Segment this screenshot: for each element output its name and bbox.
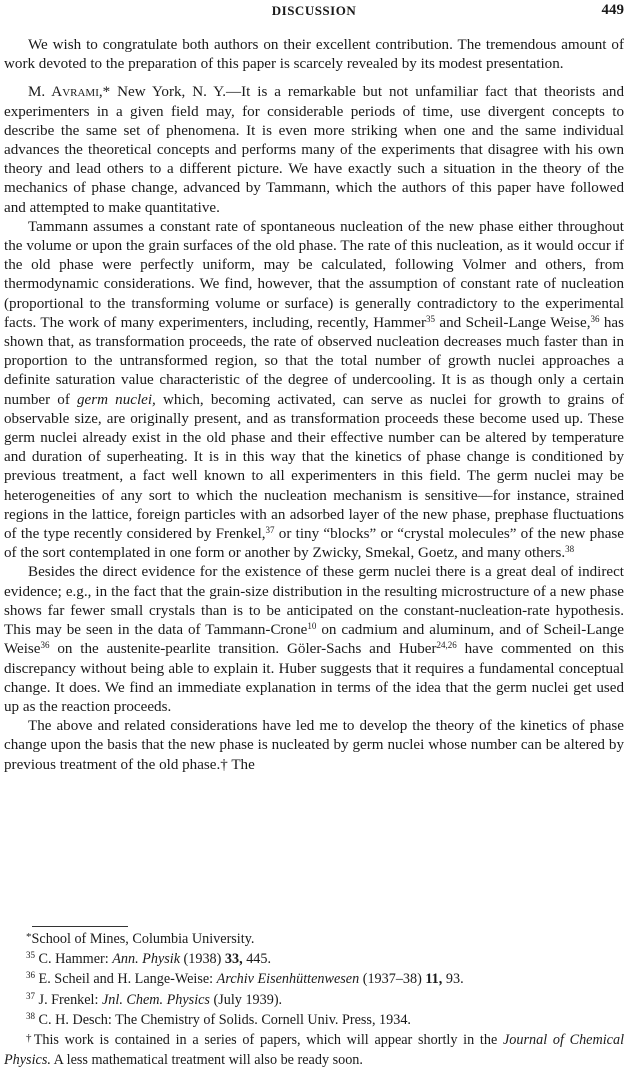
footnote-text: (1938) bbox=[180, 951, 225, 968]
footnote-38 bbox=[4, 1010, 624, 1030]
footnote-mark-dagger: † bbox=[220, 756, 228, 773]
footnote-number: 37 bbox=[26, 990, 35, 1001]
paragraph-tammann bbox=[4, 218, 624, 564]
reference-24-26: 24,26 bbox=[436, 640, 457, 651]
footnote-text: C. Hammer: bbox=[35, 951, 113, 968]
text-run: on the austenite-pearlite transition. Göler-Sachs and Huber bbox=[49, 641, 437, 658]
footnote-rule bbox=[32, 926, 128, 927]
footnote-number: 36 bbox=[26, 970, 35, 981]
footnote-35 bbox=[4, 949, 624, 969]
body-text bbox=[4, 36, 624, 775]
volume: 11, bbox=[425, 971, 443, 988]
author-name: M. Avrami, bbox=[28, 84, 103, 101]
volume: 33, bbox=[224, 951, 243, 968]
footnote-text: A less mathematical treatment will also be ready soon. bbox=[50, 1052, 363, 1069]
running-head: DISCUSSION bbox=[271, 3, 357, 18]
footnote-mark-star: * bbox=[102, 84, 111, 101]
text-run: on cadmium and aluminum, and of Scheil-Lange Weise bbox=[4, 622, 625, 658]
text-run: which, becoming activated, can serve as nuclei for growth to grains of observable size, are originally present, and as transformation proceeds these become used up. These germ nuclei already exist in the old phase and their effective number can be altered by temperature and duration of superheating. It is in this way that the kinetics of phase change is conditioned by previous treatment, a fact well known to all experimenters in this field. The germ nuclei may be heterogeneities of any sort to which the nucleation mechanism is sensitive—for instance, strained regions in the lattice, foreign particles with an adsorbed layer of the new phase, prephase fluctuations of the type recently considered by Frenkel, bbox=[4, 391, 624, 543]
paragraph-theory bbox=[4, 717, 624, 775]
footnote-number: 38 bbox=[26, 1010, 35, 1021]
journal-title: Archiv Eisenhüttenwesen bbox=[216, 971, 360, 988]
footnote-text: J. Frenkel: bbox=[35, 991, 102, 1008]
footnote-37 bbox=[4, 990, 624, 1010]
footnote-mark: † bbox=[26, 1032, 34, 1045]
reference-36: 36 bbox=[40, 640, 50, 651]
footnote-text: C. H. Desch: The Chemistry of Solids. Cornell Univ. Press, 1934. bbox=[35, 1011, 411, 1028]
footnote-number: 35 bbox=[26, 950, 35, 961]
emphasis-germ-nuclei: germ nuclei, bbox=[77, 391, 156, 408]
text-run: Tammann assumes a constant rate of spontaneous nucleation of the new phase either throughout the volume or upon the grain surfaces of the old phase. The rate of this nucleation, as it would occur if the old phase were perfectly uniform, may be calculated, following Volmer and others, from thermodynamic considerations. We find, however, that the assumption of constant rate of nucleation (proportional to the transforming volume or surface) is generally contradictory to the experimental facts. The work of many experimenters, including, recently, Hammer bbox=[4, 218, 624, 331]
reference-38: 38 bbox=[565, 544, 575, 555]
reference-37: 37 bbox=[265, 525, 275, 536]
page-header bbox=[0, 3, 628, 25]
reference-10: 10 bbox=[307, 621, 317, 632]
footnote-36 bbox=[4, 969, 624, 989]
footnote-mark: * bbox=[26, 931, 32, 943]
footnote-text: E. Scheil and H. Lange-Weise: bbox=[35, 971, 217, 988]
footnote-text: School of Mines, Columbia University. bbox=[31, 931, 255, 947]
text-run: or tiny “blocks” or “crystal molecules” of the new phase of the sort contemplated in one form or another by Zwicky, Smekal, Goetz, and many others. bbox=[4, 526, 624, 562]
text-run: Besides the direct evidence for the existence of these germ nuclei there is a great deal of indirect evidence; e.g., in the fact that the grain-size distribution in the resulting microstructure of a new phase shows far fewer small crystals than is to be anticipated on the constant-nucleation-rate hypothesis. This may be seen in the data of Tammann-Crone bbox=[4, 564, 624, 639]
footnote-star bbox=[4, 929, 624, 949]
journal-title: Journal of Chemical Physics. bbox=[4, 1032, 625, 1069]
journal-title: Ann. Physik bbox=[112, 951, 180, 968]
paragraph-indirect-evidence bbox=[4, 563, 624, 717]
footnote-text: 93. bbox=[442, 971, 464, 988]
text-run: The above and related considerations have led me to develop the theory of the kinetics of phase change upon the basis that the new phase is nucleated by germ nuclei whose number can be altered by previous treatment of the old phase. bbox=[4, 718, 624, 773]
footnote-text: This work is contained in a series of papers, which will appear shortly in the bbox=[33, 1032, 503, 1049]
page-number: 449 bbox=[601, 2, 624, 18]
footnote-text: (1937–38) bbox=[359, 971, 426, 988]
paragraph-congratulations: We wish to congratulate both authors on their excellent contribution. The tremendous amount of work devoted to the preparation of this paper is scarcely revealed by its modest presentation. bbox=[4, 37, 624, 73]
paragraph-avrami-intro bbox=[4, 83, 624, 217]
text-run: have commented on this discrepancy without being able to explain it. Huber suggests that it requires a fundamental conceptual change. It does. We find an immediate explanation in terms of the idea that the germ nuclei get used up as the reaction proceeds. bbox=[4, 641, 624, 715]
paragraph-text: New York, N. Y.—It is a remarkable but not unfamiliar fact that theorists and experimenters in a given field may, for considerable periods of time, use divergent concepts to describe the same set of phenomena. It is even more striking when one and the same individual advances the theoretical concepts and performs many of the experiments that disagree with his own theory and lead others to a different picture. We have exactly such a situation in the theory of the mechanics of phase change, advanced by Tammann, which the authors of this paper have followed and attempted to make quantitative. bbox=[4, 84, 625, 216]
text-run: has shown that, as transformation proceeds, the rate of observed nucleation decreases much faster than in proportion to the untransformed region, so that the total number of growth nuclei approaches a definite saturation value characteristic of the degree of undercooling. It is as though only a certain number of bbox=[4, 314, 624, 408]
text-run: and Scheil-Lange Weise, bbox=[435, 314, 591, 331]
text-run: The bbox=[227, 756, 255, 773]
footnotes bbox=[4, 929, 624, 1070]
footnote-dagger bbox=[4, 1030, 624, 1070]
journal-title: Jnl. Chem. Physics bbox=[102, 991, 210, 1008]
reference-35: 35 bbox=[426, 313, 436, 324]
reference-36: 36 bbox=[590, 313, 600, 324]
footnote-text: (July 1939). bbox=[209, 991, 283, 1008]
footnote-text: 445. bbox=[242, 951, 272, 968]
